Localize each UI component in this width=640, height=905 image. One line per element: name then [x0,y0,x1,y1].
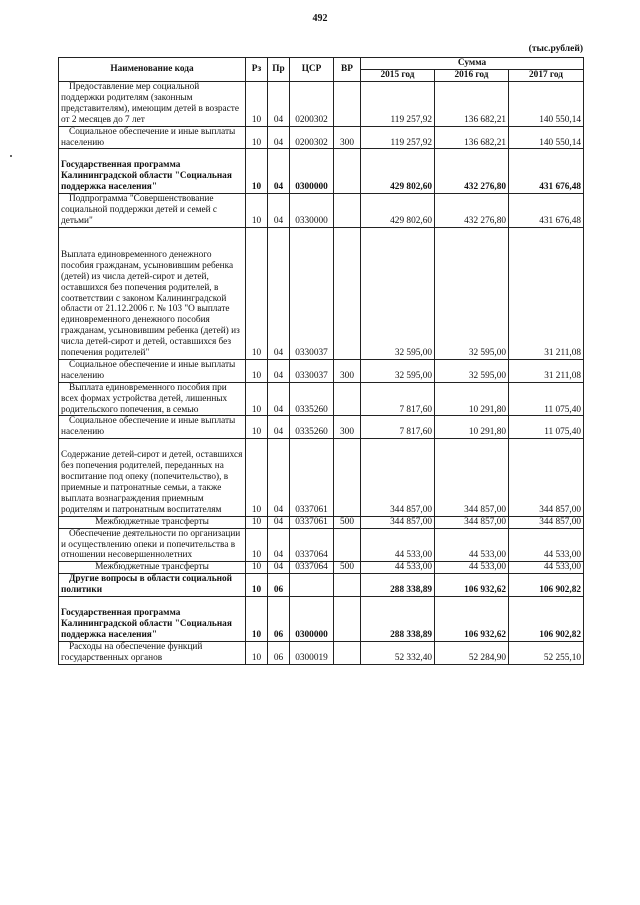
row-rz: 10 [246,82,268,127]
row-csr: 0300000 [290,597,334,642]
row-vr: 500 [334,562,361,574]
row-name: Обеспечение деятельности по организации и осуществлению опеки и попечительства в отношении несовершеннолетних [59,528,246,562]
table-row [59,641,584,664]
table-row [59,597,584,642]
row-csr: 0330000 [290,194,334,228]
row-csr: 0337064 [290,562,334,574]
row-2016: 44 533,00 [435,562,509,574]
row-name: Межбюджетные трансферты [59,562,246,574]
row-2017: 140 550,14 [509,126,584,149]
row-rz: 10 [246,194,268,228]
row-vr [334,382,361,416]
row-rz: 10 [246,439,268,516]
row-rz: 10 [246,359,268,382]
row-2016: 10 291,80 [435,382,509,416]
header-2015: 2015 год [361,70,435,82]
row-2017: 106 902,82 [509,574,584,597]
table-row [59,149,584,194]
row-rz: 10 [246,416,268,439]
row-2015: 44 533,00 [361,528,435,562]
row-pr: 04 [268,382,290,416]
row-csr: 0337064 [290,528,334,562]
row-pr: 04 [268,562,290,574]
row-vr: 500 [334,516,361,528]
row-2015: 288 338,89 [361,574,435,597]
row-name: Другие вопросы в области социальной политики [59,574,246,597]
table-row [59,82,584,127]
row-2016: 432 276,80 [435,149,509,194]
row-csr: 0200302 [290,82,334,127]
row-2017: 140 550,14 [509,82,584,127]
row-2017: 344 857,00 [509,516,584,528]
header-2016: 2016 год [435,70,509,82]
row-rz: 10 [246,528,268,562]
row-rz: 10 [246,641,268,664]
row-2017: 44 533,00 [509,562,584,574]
row-csr: 0335260 [290,416,334,439]
row-vr [334,82,361,127]
header-sum: Сумма [361,58,584,70]
row-name-text: Содержание детей-сирот и детей, оставшихся без попечения родителей, переданных на воспитание под опеку (попечительство), в приемные и патронатные семьи, а также выплата вознаграждения приемным родителям и патронатным воспитателям [61,450,243,515]
row-pr: 04 [268,227,290,359]
row-csr [290,574,334,597]
row-rz: 10 [246,562,268,574]
row-name: Расходы на обеспечение функций государственных органов [59,641,246,664]
table-row [59,439,584,516]
row-name: Выплата единовременного пособия при всех формах устройства детей, лишенных родительского попечения, в семью [59,382,246,416]
row-vr [334,528,361,562]
row-2016: 10 291,80 [435,416,509,439]
row-pr: 04 [268,416,290,439]
table-row [59,416,584,439]
row-vr [334,439,361,516]
row-2017: 106 902,82 [509,597,584,642]
row-2015: 7 817,60 [361,382,435,416]
row-name-text: Государственная программа Калининградской области "Социальная поддержка населения" [61,160,232,193]
header-rz: Рз [246,58,268,82]
table-row [59,516,584,528]
row-csr: 0330037 [290,227,334,359]
row-name: Социальное обеспечение и иные выплаты населению [59,416,246,439]
page-number: 492 [312,13,328,24]
row-csr: 0337061 [290,439,334,516]
row-2017: 44 533,00 [509,528,584,562]
row-2015: 119 257,92 [361,82,435,127]
header-2017: 2017 год [509,70,584,82]
row-vr: 300 [334,126,361,149]
row-2015: 7 817,60 [361,416,435,439]
row-name [59,597,246,642]
row-name: Подпрограмма "Совершенствование социальной поддержки детей и семей с детьми" [59,194,246,228]
row-2015: 344 857,00 [361,516,435,528]
row-2016: 136 682,21 [435,82,509,127]
row-rz: 10 [246,227,268,359]
row-2016: 106 932,62 [435,574,509,597]
row-pr: 04 [268,149,290,194]
row-name [59,439,246,516]
row-vr [334,227,361,359]
header-vr: ВР [334,58,361,82]
table-row [59,194,584,228]
row-2016: 32 595,00 [435,359,509,382]
header-pr: Пр [268,58,290,82]
row-2015: 119 257,92 [361,126,435,149]
row-name [59,227,246,359]
row-2017: 52 255,10 [509,641,584,664]
row-csr: 0337061 [290,516,334,528]
row-pr: 04 [268,194,290,228]
row-vr [334,597,361,642]
header-csr: ЦСР [290,58,334,82]
row-vr [334,194,361,228]
row-pr: 04 [268,82,290,127]
row-2016: 32 595,00 [435,227,509,359]
row-2017: 31 211,08 [509,359,584,382]
row-2015: 288 338,89 [361,597,435,642]
row-2016: 344 857,00 [435,516,509,528]
row-rz: 10 [246,149,268,194]
row-vr [334,574,361,597]
row-2017: 344 857,00 [509,439,584,516]
row-2016: 344 857,00 [435,439,509,516]
table-row [59,528,584,562]
row-vr [334,641,361,664]
row-2016: 52 284,90 [435,641,509,664]
row-2017: 11 075,40 [509,416,584,439]
row-vr: 300 [334,416,361,439]
row-rz: 10 [246,516,268,528]
row-2016: 136 682,21 [435,126,509,149]
row-2017: 31 211,08 [509,227,584,359]
row-pr: 04 [268,528,290,562]
row-2017: 431 676,48 [509,149,584,194]
row-pr: 06 [268,574,290,597]
row-vr [334,149,361,194]
row-2015: 32 595,00 [361,227,435,359]
table-row [59,382,584,416]
budget-table [58,57,584,665]
row-name: Предоставление мер социальной поддержки родителям (законным представителям), имеющим детей в возрасте от 2 месяцев до 7 лет [59,82,246,127]
row-name: Социальное обеспечение и иные выплаты населению [59,126,246,149]
row-pr: 04 [268,359,290,382]
row-name: Социальное обеспечение и иные выплаты населению [59,359,246,382]
row-2016: 432 276,80 [435,194,509,228]
row-csr: 0330037 [290,359,334,382]
row-name: Межбюджетные трансферты [59,516,246,528]
row-rz: 10 [246,574,268,597]
row-name [59,149,246,194]
row-rz: 10 [246,597,268,642]
row-pr: 04 [268,516,290,528]
row-name-text: Государственная программа Калининградской области "Социальная поддержка населения" [61,608,232,640]
row-2017: 431 676,48 [509,194,584,228]
row-csr: 0200302 [290,126,334,149]
row-rz: 10 [246,382,268,416]
table-row [59,574,584,597]
row-csr: 0300019 [290,641,334,664]
table-row [59,359,584,382]
row-2015: 44 533,00 [361,562,435,574]
row-pr: 06 [268,641,290,664]
table-row [59,227,584,359]
scan-speck [10,155,12,157]
header-name: Наименование кода [59,58,246,82]
row-pr: 06 [268,597,290,642]
row-name-text: Выплата единовременного денежного пособия гражданам, усыновившим ребенка (детей) из числа детей-сирот и детей, оставшихся без попечения родителей, в соответствии с законом Калининградской области от 21.12.2006 г. № 103 "О выплате единовременного денежного пособия гражданам, усыновившим ребенка (детей) из числа детей-сирот и детей, оставшихся без попечения родителей" [61,249,240,359]
row-2016: 106 932,62 [435,597,509,642]
row-vr: 300 [334,359,361,382]
row-2015: 429 802,60 [361,149,435,194]
units-label: (тыс.рублей) [528,44,583,54]
row-pr: 04 [268,126,290,149]
row-2015: 52 332,40 [361,641,435,664]
row-2015: 32 595,00 [361,359,435,382]
table-row [59,562,584,574]
table-row [59,126,584,149]
row-pr: 04 [268,439,290,516]
row-rz: 10 [246,126,268,149]
row-csr: 0300000 [290,149,334,194]
row-2016: 44 533,00 [435,528,509,562]
row-2015: 344 857,00 [361,439,435,516]
row-2017: 11 075,40 [509,382,584,416]
row-csr: 0335260 [290,382,334,416]
row-2015: 429 802,60 [361,194,435,228]
